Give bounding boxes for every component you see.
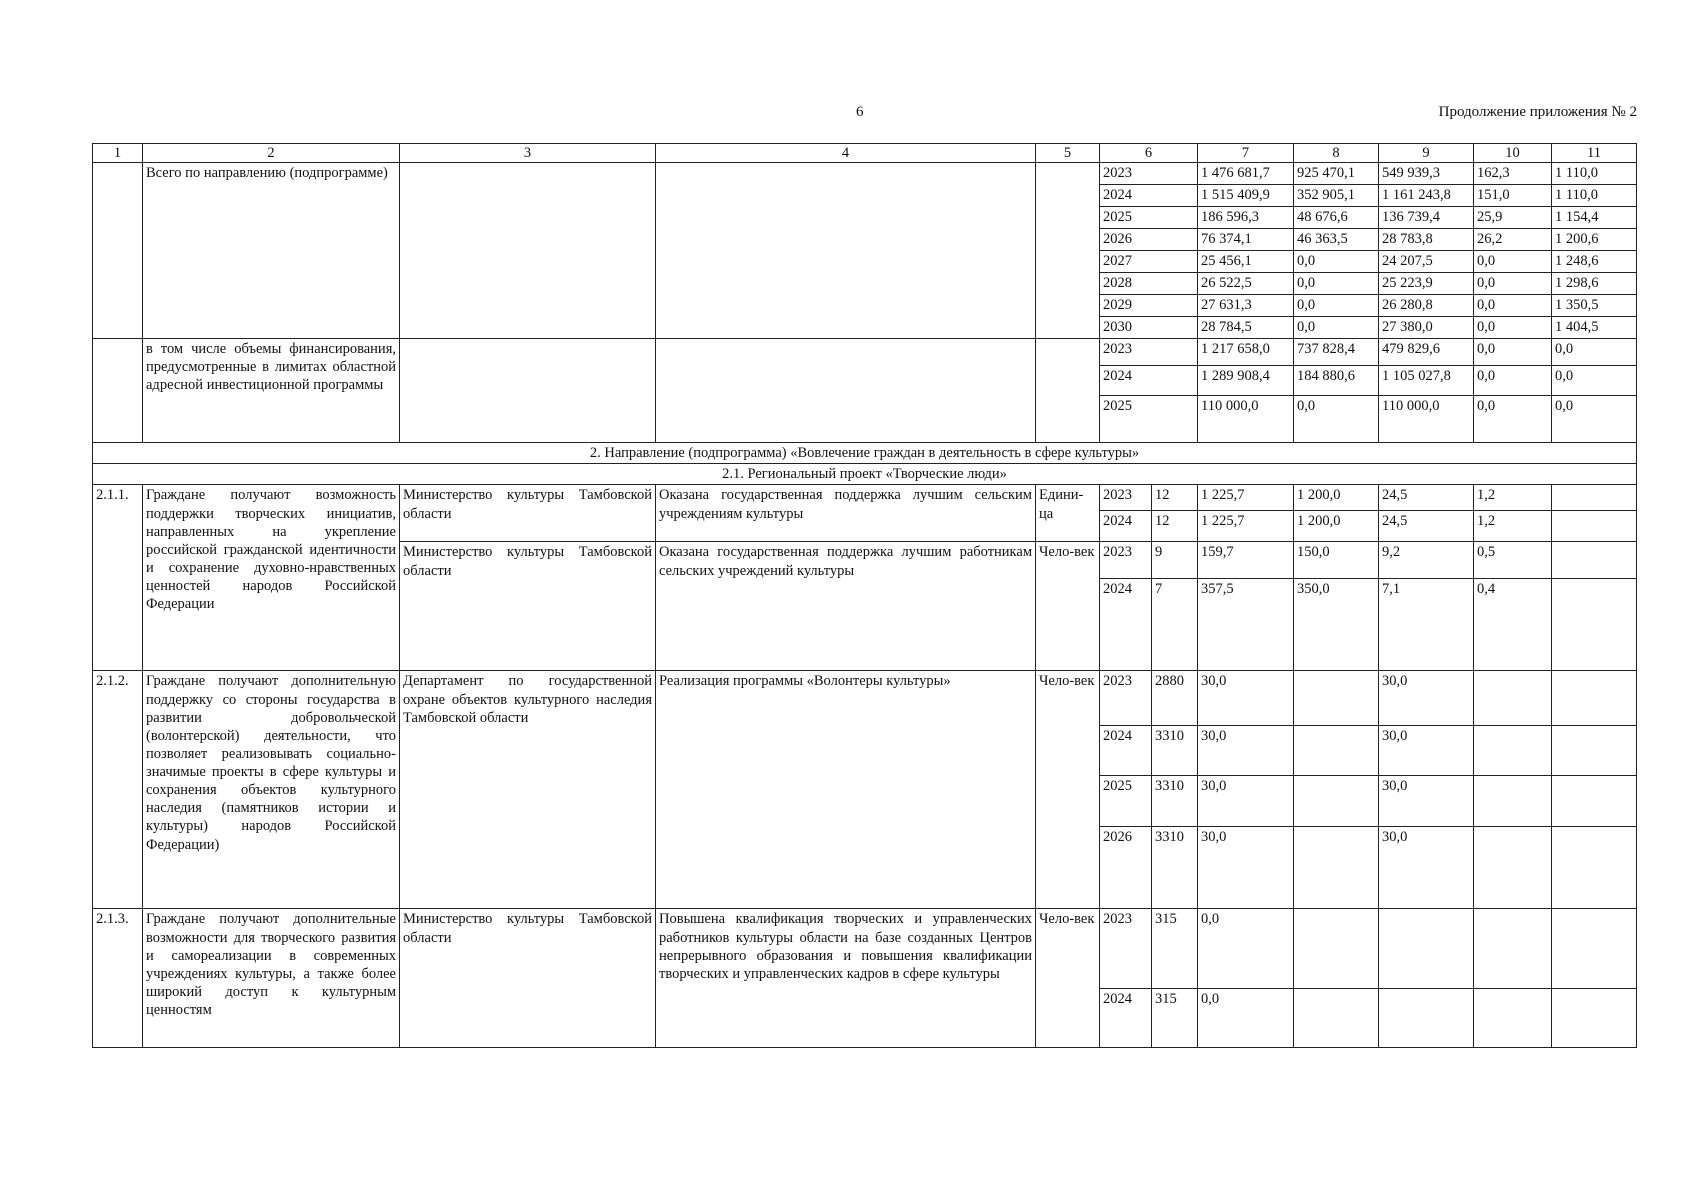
count-cell: 12: [1152, 485, 1198, 511]
value-cell: 1 476 681,7: [1198, 163, 1294, 185]
value-cell: 1 217 658,0: [1198, 339, 1294, 366]
value-cell: 9,2: [1379, 542, 1474, 579]
value-cell: 186 596,3: [1198, 207, 1294, 229]
year-cell: 2024: [1100, 511, 1152, 542]
executor: Министерство культуры Тамбовской области: [400, 485, 656, 542]
value-cell: 30,0: [1198, 726, 1294, 776]
year-cell: 2023: [1100, 485, 1152, 511]
value-cell: 1 404,5: [1552, 317, 1637, 339]
col-header: 1: [93, 144, 143, 163]
value-cell: 26 522,5: [1198, 273, 1294, 295]
col-header: 10: [1474, 144, 1552, 163]
section-title: 2. Направление (подпрограмма) «Вовлечение граждан в деятельность в сфере культуры»: [93, 443, 1637, 464]
total-row: [93, 163, 1637, 185]
count-cell: 3310: [1152, 827, 1198, 909]
col-header: 6: [1100, 144, 1198, 163]
result: Оказана государственная поддержка лучшим работникам сельских учреждений культуры: [656, 542, 1036, 671]
col-header: 7: [1198, 144, 1294, 163]
value-cell: [1552, 542, 1637, 579]
value-cell: 0,0: [1474, 251, 1552, 273]
value-cell: 0,0: [1294, 251, 1379, 273]
col-header: 2: [143, 144, 400, 163]
value-cell: 1,2: [1474, 485, 1552, 511]
year-cell: 2023: [1100, 339, 1198, 366]
year-cell: 2023: [1100, 163, 1198, 185]
value-cell: 0,0: [1474, 366, 1552, 396]
result: Реализация программы «Волонтеры культуры»: [656, 671, 1036, 909]
value-cell: [1552, 909, 1637, 989]
executor: Министерство культуры Тамбовской области: [400, 542, 656, 671]
year-cell: 2025: [1100, 776, 1152, 827]
value-cell: 76 374,1: [1198, 229, 1294, 251]
value-cell: [1474, 909, 1552, 989]
value-cell: 0,0: [1552, 396, 1637, 443]
value-cell: 350,0: [1294, 579, 1379, 671]
value-cell: 1 105 027,8: [1379, 366, 1474, 396]
value-cell: 48 676,6: [1294, 207, 1379, 229]
value-cell: 159,7: [1198, 542, 1294, 579]
empty-cell: [656, 163, 1036, 339]
total-label: Всего по направлению (подпрограмме): [143, 163, 400, 339]
item-number: 2.1.1.: [93, 485, 143, 671]
value-cell: 1 298,6: [1552, 273, 1637, 295]
year-cell: 2024: [1100, 579, 1152, 671]
value-cell: 357,5: [1198, 579, 1294, 671]
value-cell: 0,0: [1474, 317, 1552, 339]
value-cell: 1 200,0: [1294, 485, 1379, 511]
count-cell: 3310: [1152, 726, 1198, 776]
continuation-label: Продолжение приложения № 2: [1438, 104, 1637, 120]
value-cell: 0,0: [1198, 989, 1294, 1048]
year-cell: 2027: [1100, 251, 1198, 273]
empty-cell: [656, 339, 1036, 443]
value-cell: 30,0: [1198, 827, 1294, 909]
col-header: 5: [1036, 144, 1100, 163]
item-description: Граждане получают дополнительные возможности для творческого развития и самореализации в современных учреждениях культуры, а также более широкий доступ к культурным ценностям: [143, 909, 400, 1048]
value-cell: 30,0: [1198, 671, 1294, 726]
value-cell: 1 350,5: [1552, 295, 1637, 317]
count-cell: 3310: [1152, 776, 1198, 827]
count-cell: 315: [1152, 989, 1198, 1048]
value-cell: 184 880,6: [1294, 366, 1379, 396]
value-cell: 737 828,4: [1294, 339, 1379, 366]
year-cell: 2028: [1100, 273, 1198, 295]
executor: Департамент по государственной охране объектов культурного наследия Тамбовской области: [400, 671, 656, 909]
value-cell: [1474, 726, 1552, 776]
year-cell: 2023: [1100, 671, 1152, 726]
value-cell: 110 000,0: [1198, 396, 1294, 443]
value-cell: 110 000,0: [1379, 396, 1474, 443]
value-cell: 1 225,7: [1198, 511, 1294, 542]
year-cell: 2025: [1100, 207, 1198, 229]
invest-label: в том числе объемы финансирования, предусмотренные в лимитах областной адресной инвестиционной программы: [143, 339, 400, 443]
value-cell: 352 905,1: [1294, 185, 1379, 207]
value-cell: [1294, 989, 1379, 1048]
value-cell: 1 110,0: [1552, 185, 1637, 207]
value-cell: 24,5: [1379, 511, 1474, 542]
value-cell: 30,0: [1379, 726, 1474, 776]
subsection-title: 2.1. Региональный проект «Творческие люди»: [93, 464, 1637, 485]
value-cell: [1552, 485, 1637, 511]
value-cell: 24,5: [1379, 485, 1474, 511]
value-cell: 25 223,9: [1379, 273, 1474, 295]
year-cell: 2024: [1100, 185, 1198, 207]
value-cell: 0,0: [1294, 295, 1379, 317]
value-cell: 27 380,0: [1379, 317, 1474, 339]
value-cell: [1552, 579, 1637, 671]
value-cell: 925 470,1: [1294, 163, 1379, 185]
value-cell: 30,0: [1379, 776, 1474, 827]
value-cell: 1 289 908,4: [1198, 366, 1294, 396]
value-cell: 0,0: [1474, 295, 1552, 317]
value-cell: [1552, 726, 1637, 776]
item-description: Граждане получают возможность поддержки творческих инициатив, направленных на укрепление российской гражданской идентичности и сохранение духовно-нравственных ценностей народов Российской Федерации: [143, 485, 400, 671]
value-cell: [1552, 776, 1637, 827]
value-cell: [1474, 671, 1552, 726]
item-row: [93, 485, 1637, 511]
item-number: 2.1.3.: [93, 909, 143, 1048]
column-number-row: [93, 144, 1637, 163]
value-cell: 28 783,8: [1379, 229, 1474, 251]
value-cell: 1 515 409,9: [1198, 185, 1294, 207]
empty-cell: [93, 163, 143, 339]
value-cell: 1 200,6: [1552, 229, 1637, 251]
value-cell: 27 631,3: [1198, 295, 1294, 317]
year-cell: 2023: [1100, 542, 1152, 579]
value-cell: 0,0: [1552, 366, 1637, 396]
col-header: 3: [400, 144, 656, 163]
value-cell: 0,0: [1198, 909, 1294, 989]
value-cell: 25 456,1: [1198, 251, 1294, 273]
col-header: 4: [656, 144, 1036, 163]
item-row: [93, 909, 1637, 989]
main-table: [92, 143, 1637, 1048]
value-cell: 1 154,4: [1552, 207, 1637, 229]
value-cell: 0,0: [1474, 273, 1552, 295]
value-cell: [1552, 989, 1637, 1048]
value-cell: 0,0: [1552, 339, 1637, 366]
value-cell: [1474, 776, 1552, 827]
value-cell: 0,5: [1474, 542, 1552, 579]
col-header: 8: [1294, 144, 1379, 163]
value-cell: [1552, 511, 1637, 542]
item-row: [93, 671, 1637, 726]
year-cell: 2029: [1100, 295, 1198, 317]
value-cell: [1294, 726, 1379, 776]
value-cell: 30,0: [1379, 671, 1474, 726]
value-cell: 24 207,5: [1379, 251, 1474, 273]
value-cell: 1 225,7: [1198, 485, 1294, 511]
value-cell: 30,0: [1379, 827, 1474, 909]
result: Повышена квалификация творческих и управленческих работников культуры области на базе созданных Центров непрерывного образования и повышения квалификации творческих и управленческих кадров в сфере культуры: [656, 909, 1036, 1048]
value-cell: [1379, 909, 1474, 989]
value-cell: 1 161 243,8: [1379, 185, 1474, 207]
year-cell: 2030: [1100, 317, 1198, 339]
year-cell: 2026: [1100, 229, 1198, 251]
value-cell: 25,9: [1474, 207, 1552, 229]
empty-cell: [400, 163, 656, 339]
invest-row: [93, 339, 1637, 366]
value-cell: 136 739,4: [1379, 207, 1474, 229]
value-cell: 1 200,0: [1294, 511, 1379, 542]
year-cell: 2024: [1100, 726, 1152, 776]
value-cell: 0,0: [1294, 273, 1379, 295]
value-cell: [1379, 989, 1474, 1048]
value-cell: 479 829,6: [1379, 339, 1474, 366]
value-cell: [1552, 671, 1637, 726]
value-cell: 0,0: [1474, 396, 1552, 443]
value-cell: 28 784,5: [1198, 317, 1294, 339]
page-number: 6: [856, 104, 864, 120]
value-cell: 162,3: [1474, 163, 1552, 185]
value-cell: 150,0: [1294, 542, 1379, 579]
value-cell: [1294, 671, 1379, 726]
year-cell: 2023: [1100, 909, 1152, 989]
unit: Едини-ца: [1036, 485, 1100, 542]
item-number: 2.1.2.: [93, 671, 143, 909]
count-cell: 315: [1152, 909, 1198, 989]
value-cell: 1 248,6: [1552, 251, 1637, 273]
value-cell: 549 939,3: [1379, 163, 1474, 185]
unit: Чело-век: [1036, 909, 1100, 1048]
count-cell: 12: [1152, 511, 1198, 542]
value-cell: [1474, 989, 1552, 1048]
empty-cell: [1036, 339, 1100, 443]
unit: Чело-век: [1036, 542, 1100, 671]
value-cell: 46 363,5: [1294, 229, 1379, 251]
empty-cell: [1036, 163, 1100, 339]
subsection-row: [93, 464, 1637, 485]
value-cell: 151,0: [1474, 185, 1552, 207]
count-cell: 2880: [1152, 671, 1198, 726]
value-cell: 30,0: [1198, 776, 1294, 827]
result: Оказана государственная поддержка лучшим сельским учреждениям культуры: [656, 485, 1036, 542]
col-header: 11: [1552, 144, 1637, 163]
value-cell: [1552, 827, 1637, 909]
value-cell: 7,1: [1379, 579, 1474, 671]
empty-cell: [400, 339, 656, 443]
col-header: 9: [1379, 144, 1474, 163]
value-cell: 0,0: [1474, 339, 1552, 366]
value-cell: 1,2: [1474, 511, 1552, 542]
value-cell: 0,0: [1294, 317, 1379, 339]
value-cell: [1294, 776, 1379, 827]
count-cell: 9: [1152, 542, 1198, 579]
item-description: Граждане получают дополнительную поддержку со стороны государства в развитии добровольческой (волонтерской) деятельности, что позволяет реализовывать социально-значимые проекты в сфере культуры и сохранения объектов культурного наследия (памятников истории и культуры) народов Российской Федерации): [143, 671, 400, 909]
year-cell: 2024: [1100, 366, 1198, 396]
value-cell: [1294, 827, 1379, 909]
count-cell: 7: [1152, 579, 1198, 671]
executor: Министерство культуры Тамбовской области: [400, 909, 656, 1048]
value-cell: 26 280,8: [1379, 295, 1474, 317]
year-cell: 2025: [1100, 396, 1198, 443]
year-cell: 2026: [1100, 827, 1152, 909]
value-cell: 0,0: [1294, 396, 1379, 443]
value-cell: 1 110,0: [1552, 163, 1637, 185]
value-cell: [1294, 909, 1379, 989]
unit: Чело-век: [1036, 671, 1100, 909]
year-cell: 2024: [1100, 989, 1152, 1048]
section-row: [93, 443, 1637, 464]
empty-cell: [93, 339, 143, 443]
value-cell: 26,2: [1474, 229, 1552, 251]
value-cell: 0,4: [1474, 579, 1552, 671]
value-cell: [1474, 827, 1552, 909]
